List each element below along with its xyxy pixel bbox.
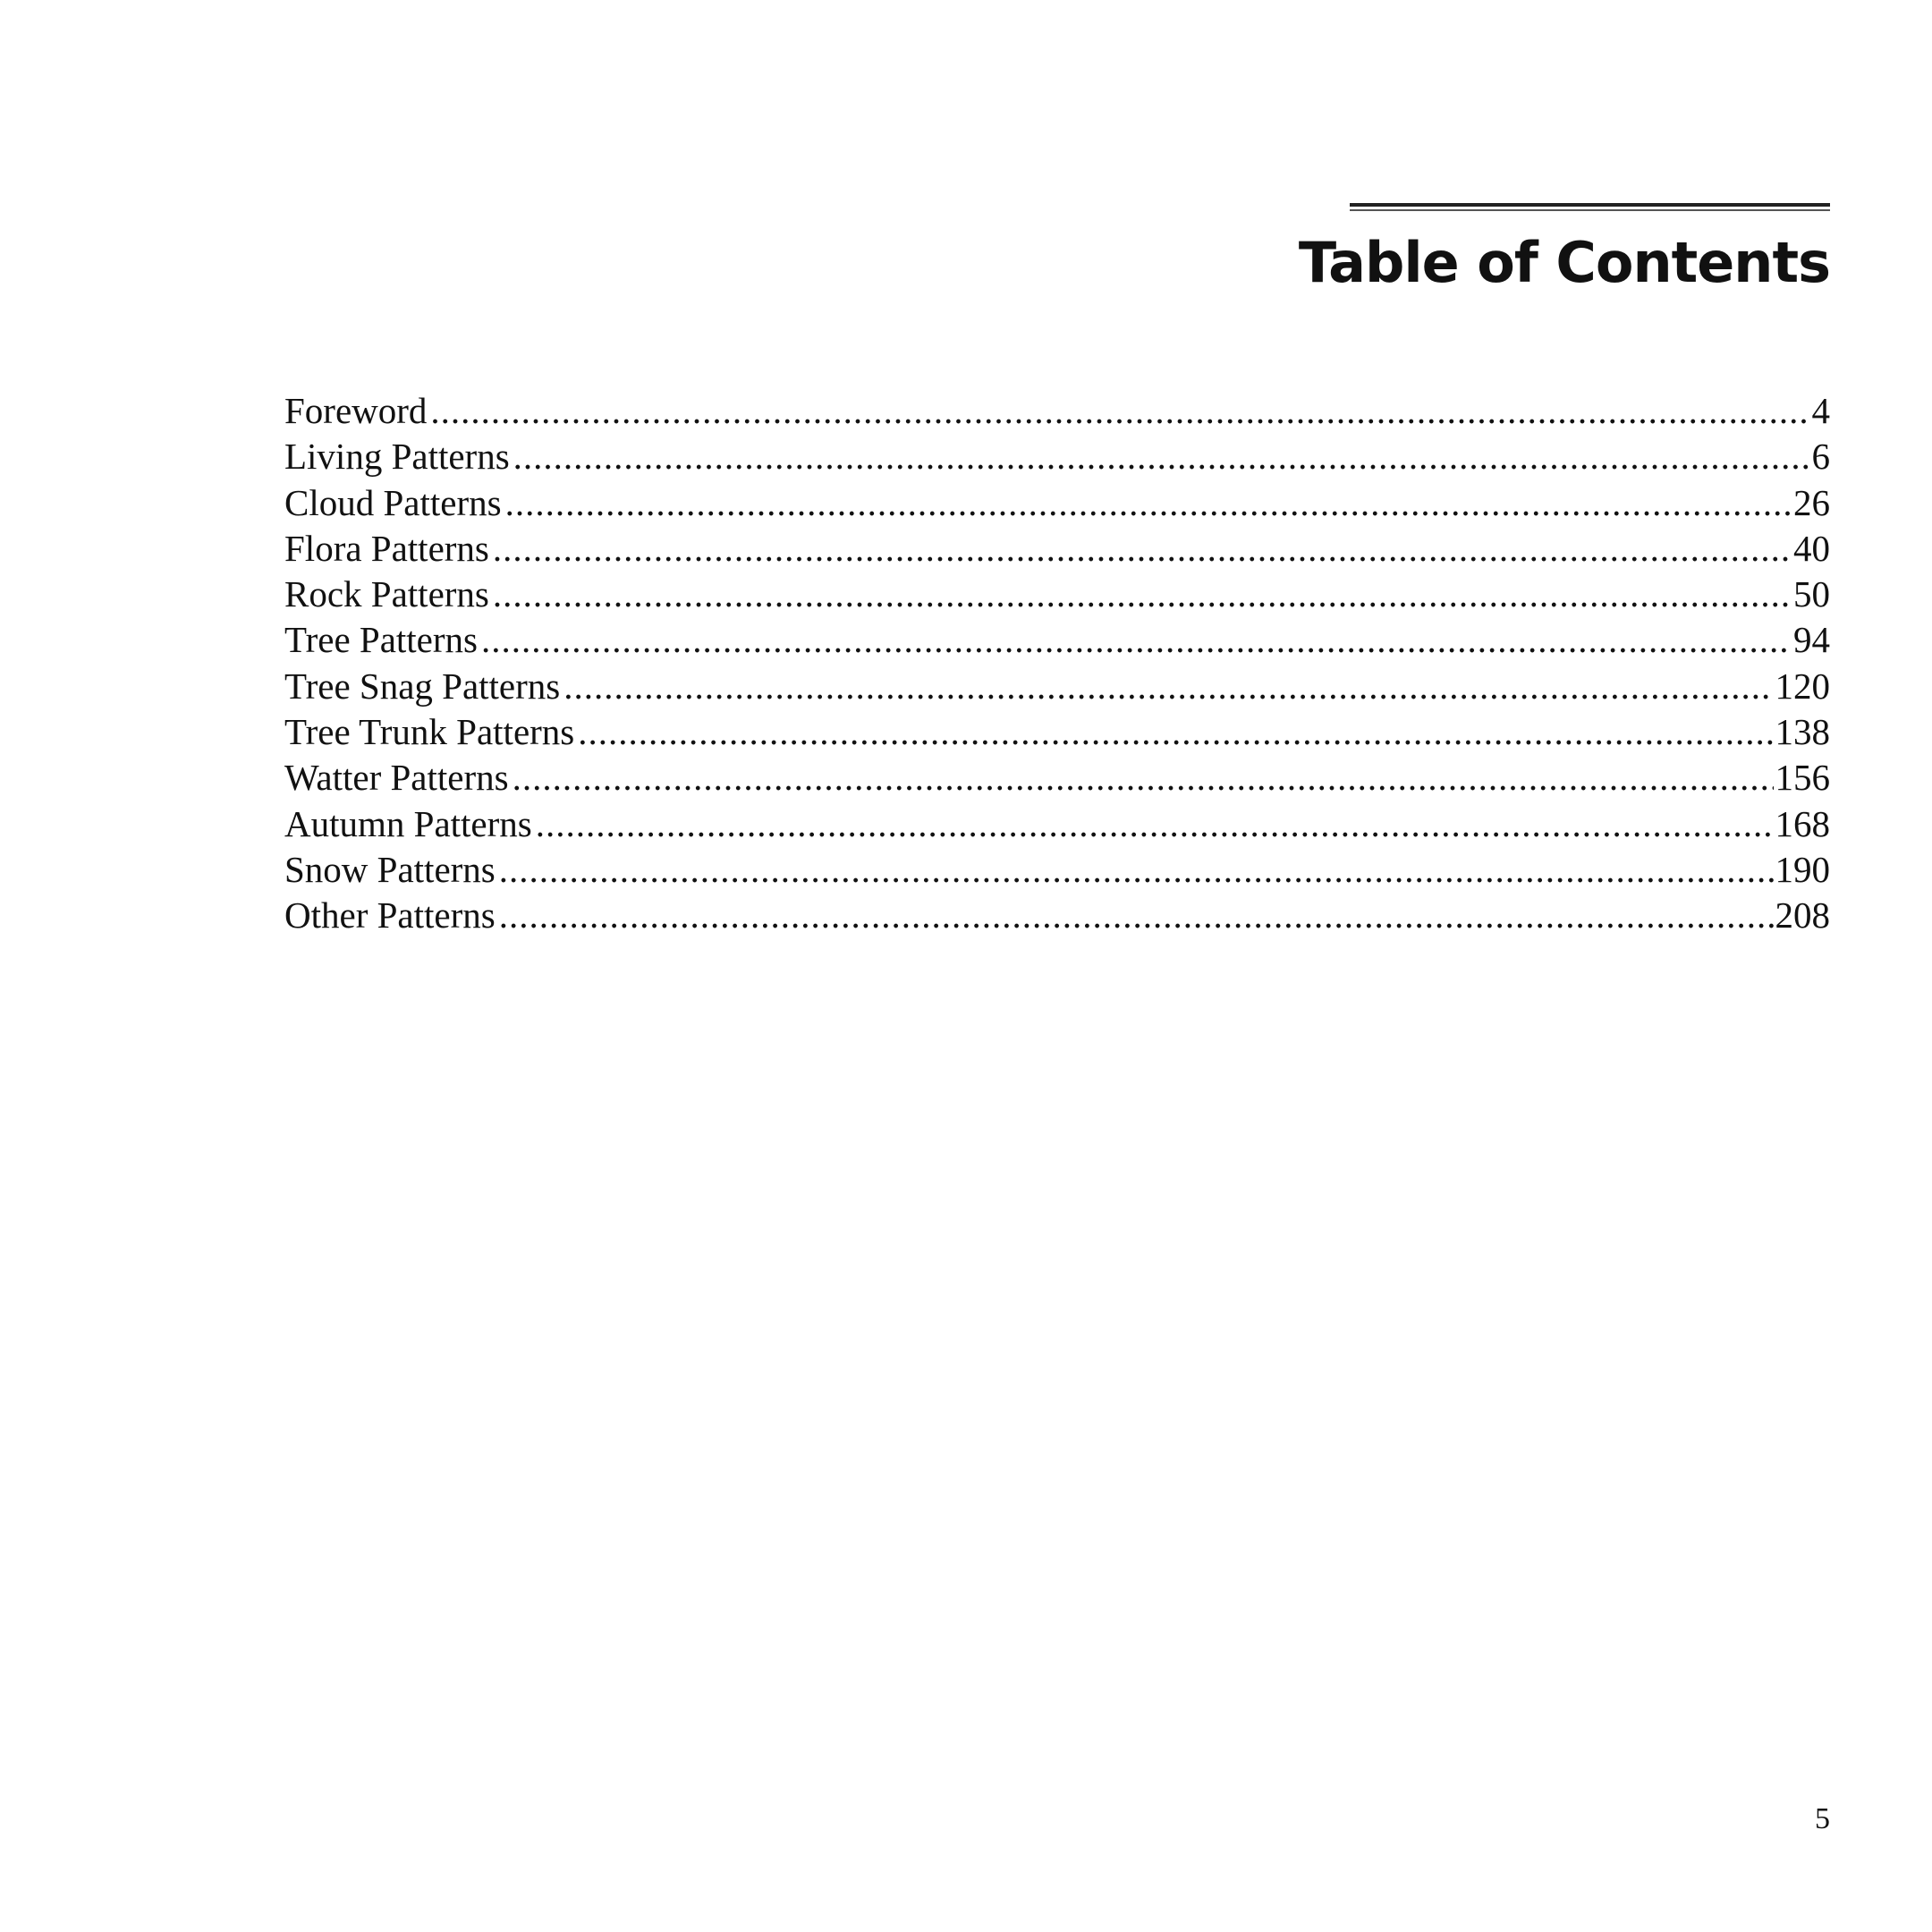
toc-dot-leader	[513, 755, 1774, 801]
toc-entry-label: Autumn Patterns	[284, 802, 532, 844]
toc-entry-page: 6	[1811, 436, 1830, 478]
toc-entry-label: Other Patterns	[284, 894, 496, 936]
toc-dot-leader	[499, 893, 1774, 938]
toc-entry-snow-patterns[interactable]	[284, 847, 1830, 893]
toc-entry-watter-patterns[interactable]	[284, 755, 1830, 801]
toc-entry-page: 40	[1793, 527, 1830, 569]
page-title: Table of Contents	[1298, 230, 1830, 295]
toc-entry-flora-patterns[interactable]	[284, 526, 1830, 572]
toc-entry-label: Watter Patterns	[284, 757, 509, 799]
toc-entry-page: 190	[1775, 848, 1830, 890]
toc-dot-leader	[564, 664, 1773, 709]
toc-entry-label: Rock Patterns	[284, 573, 489, 615]
toc-entry-label: Tree Patterns	[284, 619, 478, 661]
toc-entry-tree-trunk-patterns[interactable]	[284, 709, 1830, 755]
toc-entry-page: 156	[1775, 757, 1830, 799]
toc-entry-label: Foreword	[284, 390, 428, 431]
toc-entry-foreword[interactable]	[284, 388, 1830, 434]
toc-entry-page: 138	[1775, 711, 1830, 753]
toc-entry-page: 50	[1793, 573, 1830, 615]
toc-entry-page: 94	[1793, 619, 1830, 661]
toc-dot-leader	[499, 847, 1774, 893]
toc-dot-leader	[481, 617, 1792, 663]
toc-dot-leader	[505, 480, 1792, 526]
toc-entry-tree-patterns[interactable]	[284, 617, 1830, 663]
toc-entry-page: 168	[1775, 802, 1830, 844]
toc-entry-label: Tree Trunk Patterns	[284, 711, 575, 753]
toc-dot-leader	[513, 434, 1810, 479]
toc-dot-leader	[493, 526, 1792, 572]
page-number: 5	[1815, 1802, 1830, 1835]
toc-entry-page: 26	[1793, 481, 1830, 523]
toc-entry-page: 120	[1775, 665, 1830, 707]
header-rule-thick	[1350, 203, 1830, 207]
toc-entry-label: Cloud Patterns	[284, 481, 502, 523]
toc-entry-rock-patterns[interactable]	[284, 572, 1830, 617]
toc-entry-living-patterns[interactable]	[284, 434, 1830, 479]
toc-entry-page: 4	[1811, 390, 1830, 431]
toc-entry-label: Tree Snag Patterns	[284, 665, 561, 707]
table-of-contents	[284, 388, 1830, 939]
toc-entry-label: Living Patterns	[284, 436, 510, 478]
toc-dot-leader	[493, 572, 1792, 617]
toc-entry-autumn-patterns[interactable]	[284, 801, 1830, 847]
toc-entry-other-patterns[interactable]	[284, 893, 1830, 938]
header-rule-thin	[1350, 209, 1830, 211]
toc-entry-cloud-patterns[interactable]	[284, 480, 1830, 526]
toc-entry-tree-snag-patterns[interactable]	[284, 664, 1830, 709]
toc-dot-leader	[536, 801, 1774, 847]
toc-dot-leader	[578, 709, 1773, 755]
toc-dot-leader	[430, 388, 1809, 434]
toc-entry-label: Snow Patterns	[284, 848, 496, 890]
toc-entry-page: 208	[1775, 894, 1830, 936]
toc-entry-label: Flora Patterns	[284, 527, 489, 569]
